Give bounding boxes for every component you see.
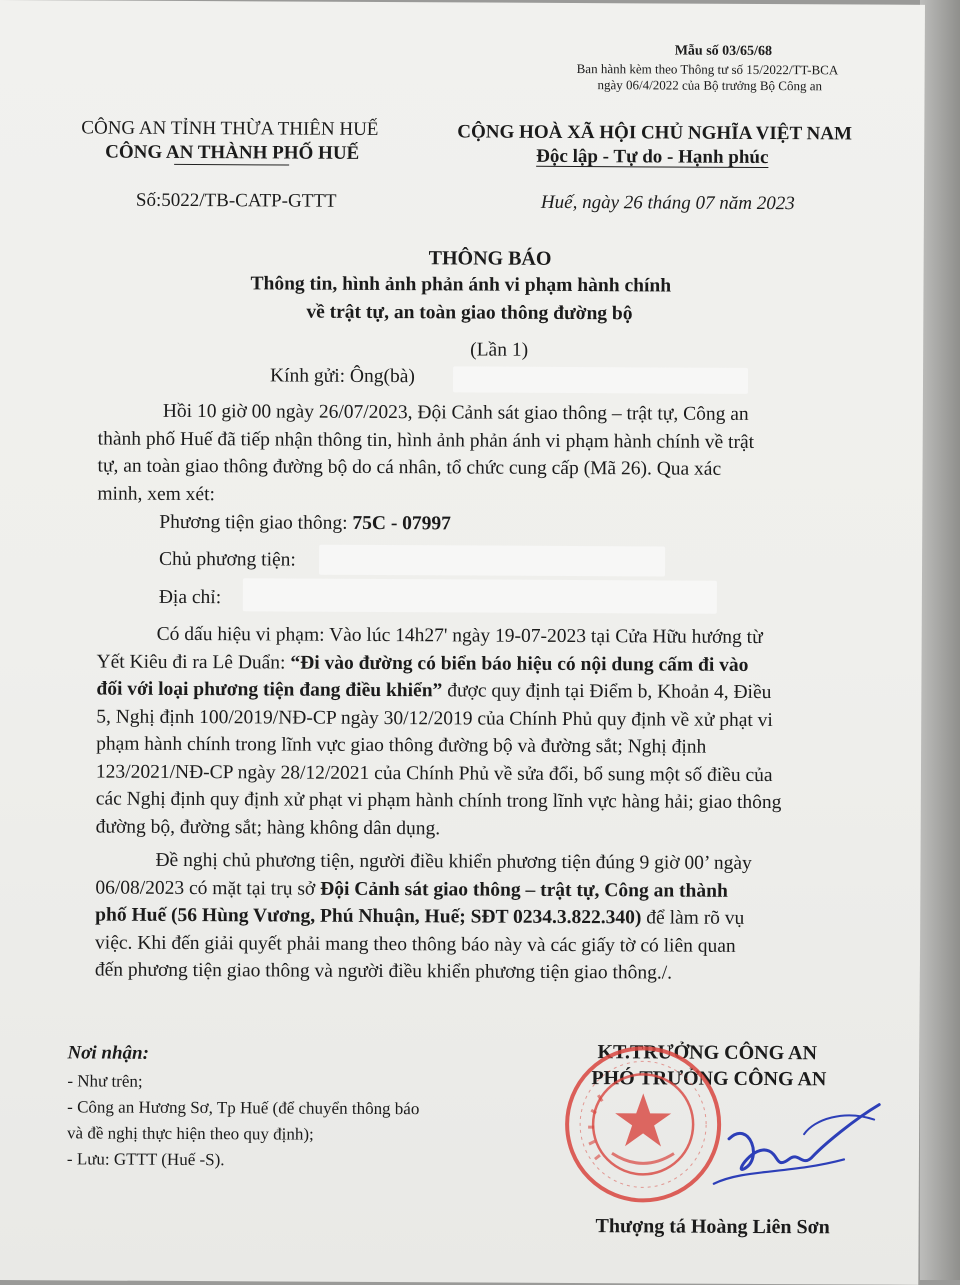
owner-label: Chủ phương tiện: [159, 548, 296, 571]
request-office: Đội Cảnh sát giao thông – trật tự, Công an thành [320, 878, 728, 902]
redacted-address [243, 578, 717, 613]
signer-name: Thượng tá Hoàng Liên Sơn [595, 1215, 830, 1239]
handwritten-signature-icon [694, 1089, 885, 1200]
violation-line: phạm hành chính trong lĩnh vực giao thông đường bộ và đường sắt; Nghị định [96, 733, 707, 758]
recipient-item: - Lưu: GTTT (Huế -S). [66, 1149, 225, 1170]
unit-name: CÔNG AN THÀNH PHỐ HUẾ [105, 141, 360, 164]
doc-subtitle-1: Thông tin, hình ảnh phản ánh vi phạm hành chính [250, 273, 672, 297]
request-line: đến phương tiện giao thông và người điều khiển phương tiện giao thông./. [94, 959, 673, 984]
request-line: Đề nghị chủ phương tiện, người điều khiển phương tiện đúng 9 giờ 00’ ngày [155, 849, 752, 874]
recipients-list [67, 1068, 420, 1174]
form-number: Mẫu số 03/65/68 [674, 43, 773, 60]
request-line: việc. Khi đến giải quyết phải mang theo thông báo này và các giấy tờ có liên quan [95, 932, 736, 957]
vehicle-label: Phương tiện giao thông: [159, 511, 348, 534]
vehicle-row [159, 512, 451, 536]
intro-line: minh, xem xét: [97, 483, 216, 505]
violation-line: đường bộ, đường sắt; hàng không dân dụng. [95, 816, 441, 839]
national-title: CỘNG HOÀ XÃ HỘI CHỦ NGHĨA VIỆT NAM [457, 121, 853, 145]
violation-line: 123/2021/NĐ-CP ngày 28/12/2021 của Chính Phủ về sửa đổi, bổ sung một số điều của [95, 761, 773, 786]
intro-line: thành phố Huế đã tiếp nhận thông tin, hình ảnh phản ánh vi phạm hành chính về trật [97, 428, 755, 453]
background-edge [920, 0, 960, 1280]
agency-name: CÔNG AN TỈNH THỪA THIÊN HUẾ [81, 117, 379, 140]
violation-line: Có dấu hiệu vi phạm: Vào lúc 14h27' ngày 19-07-2023 tại Cửa Hữu hướng từ [156, 623, 763, 649]
intro-line: Hồi 10 giờ 00 ngày 26/07/2023, Đội Cảnh sát giao thông – trật tự, Công an [162, 400, 749, 425]
address-label: Địa chỉ: [158, 586, 222, 609]
redacted-owner [319, 545, 665, 577]
place-date: Huế, ngày 26 tháng 07 năm 2023 [540, 191, 795, 215]
unit-underline [174, 164, 289, 166]
violation-line: Yết Kiêu đi ra Lê Duẩn: “Đi vào đường có biển báo hiệu có nội dung cấm đi vào [96, 651, 749, 676]
form-issued-line1: Ban hành kèm theo Thông tư số 15/2022/TT-BCA [576, 61, 839, 78]
request-line: phố Huế (56 Hùng Vương, Phú Nhuận, Huế; SĐT 0234.3.822.340) để làm rõ vụ [95, 904, 745, 929]
recipients-heading: Nơi nhận: [67, 1042, 150, 1064]
violation-line: đối với loại phương tiện đang điều khiển” được quy định tại Điểm b, Khoản 4, Điều [96, 678, 772, 704]
recipient-item: - Công an Hương Sơ, Tp Huế (để chuyển thông báo [67, 1097, 420, 1119]
violation-quote-start: “Đi vào đường có biển báo hiệu có nội dung cấm đi vào [290, 652, 749, 676]
redacted-recipient-name [453, 366, 748, 394]
recipient-item: - Như trên; [67, 1071, 143, 1091]
request-address: phố Huế (56 Hùng Vương, Phú Nhuận, Huế; SĐT 0234.3.822.340) [95, 904, 642, 929]
form-issued-line2: ngày 06/4/2022 của Bộ trưởng Bộ Công an [597, 77, 823, 94]
request-paragraph [95, 847, 896, 989]
doc-title: THÔNG BÁO [428, 247, 552, 270]
recipient-item: và đề nghị thực hiện theo quy định); [67, 1123, 314, 1144]
national-motto: Độc lập - Tự do - Hạnh phúc [536, 145, 769, 169]
document-number: Số:5022/TB-CATP-GTTT [135, 189, 337, 212]
vehicle-plate: 75C - 07997 [352, 512, 452, 535]
signature-title-1: KT.TRƯỞNG CÔNG AN [597, 1041, 818, 1065]
request-line: 06/08/2023 có mặt tại trụ sở Đội Cảnh sát giao thông – trật tự, Công an thành [95, 877, 728, 902]
doc-subtitle-2: về trật tự, an toàn giao thông đường bộ [306, 301, 633, 325]
violation-line: 5, Nghị định 100/2019/NĐ-CP ngày 30/12/2019 của Chính Phủ quy định về xử phạt vi [96, 706, 773, 731]
violation-quote-end: đối với loại phương tiện đang điều khiển” [96, 678, 443, 702]
intro-line: tự, an toàn giao thông đường bộ do cá nhân, tổ chức cung cấp (Mã 26). Qua xác [97, 455, 722, 480]
iteration-label: (Lần 1) [470, 339, 529, 361]
signature-title-2: PHÓ TRƯỞNG CÔNG AN [591, 1067, 827, 1091]
recipient-label: Kính gửi: Ông(bà) [269, 365, 415, 388]
intro-paragraph [97, 398, 898, 512]
violation-line: các Nghị định quy định xử phạt vi phạm hành chính trong lĩnh vực hàng hải; giao thông [95, 788, 782, 814]
violation-paragraph [96, 621, 897, 845]
